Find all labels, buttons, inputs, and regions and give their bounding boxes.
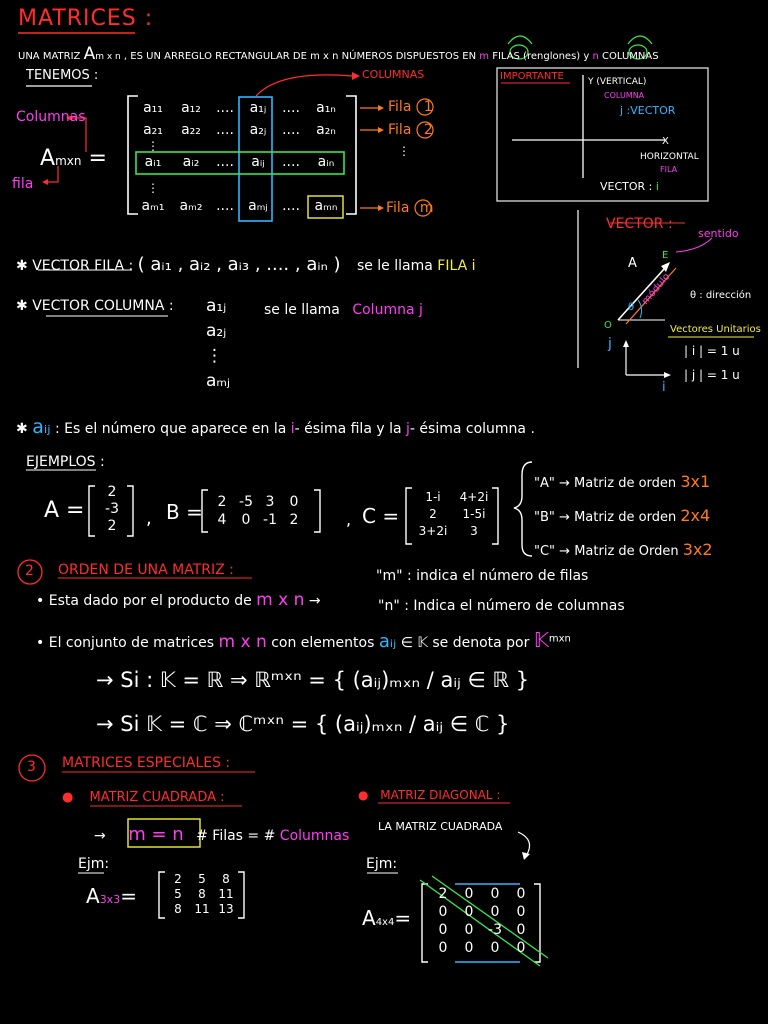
vector-columna-row [16, 298, 174, 314]
fila-num: 1 [423, 99, 433, 115]
intro-columnas: COLUMNAS [602, 51, 659, 62]
amxn-sub: mxn [55, 154, 82, 168]
intro-sym: A [83, 44, 96, 64]
vector-fila-text: se le llama [356, 258, 433, 274]
fila-word: Fila [388, 122, 412, 138]
matrix-cell: .... [282, 154, 300, 170]
orden-m-def: "m" : indica el número de filas [376, 568, 589, 584]
orden-b2-text-a: El conjunto de matrices [48, 635, 215, 651]
orden-line-C [96, 712, 509, 736]
orden-bullet-1 [36, 590, 321, 610]
col-item: ⋮ [206, 346, 223, 366]
fila-label-2 [388, 122, 433, 138]
vector-theta: θ [628, 302, 635, 313]
vector-unitarios: Vectores Unitarios [670, 324, 761, 335]
matrix-cell: a₁₂ [181, 100, 201, 116]
orden-b2-K: 𝕂 [533, 628, 549, 652]
matrix-cell: 1-5i [462, 507, 486, 521]
ejemplo-A-name: A = [44, 498, 85, 523]
order-value: 3x2 [682, 540, 713, 559]
vector-fila-expr: ( aᵢ₁ , aᵢ₂ , aᵢ₃ , .... , aᵢₙ ) [137, 254, 341, 275]
matrix-cell: a₂₂ [181, 122, 201, 138]
star-icon: ✱ [16, 258, 28, 274]
fila-num: m [419, 200, 434, 216]
vector-columna-desc [264, 302, 423, 318]
diagonal-text: LA MATRIZ CUADRADA [378, 820, 503, 833]
diagonal-title: MATRIZ DIAGONAL : [380, 788, 501, 802]
cuadrada-sub: 3x3 [99, 893, 121, 906]
matrix-cell: 0 [241, 512, 251, 528]
col-item: a₁ⱼ [206, 296, 227, 316]
matrix-cell: 0 [490, 886, 500, 902]
cuadrada-ejm: Ejm: [78, 856, 110, 872]
matrix-cell: .... [216, 122, 234, 138]
matrix-cell: 2 [174, 872, 182, 886]
ejemplo-B-name: B = [166, 500, 203, 524]
matrix-cell: 4+2i [459, 490, 489, 504]
intro-line [18, 44, 659, 64]
matrix-cell: 0 [464, 904, 474, 920]
orden-num: 2 [25, 563, 34, 579]
aij-text-a: : Es el número que aparece en la [55, 421, 287, 437]
matrix-cell: .... [216, 154, 234, 170]
order-name: "A" [534, 476, 555, 491]
aij-text-c: - ésima columna . [409, 421, 535, 437]
ejemplo-C-name: C = [362, 504, 400, 528]
importante-j: j :VECTOR [620, 104, 676, 117]
general-matrix [134, 100, 346, 138]
orden-line-C-text: Si 𝕂 = ℂ ⇒ ℂᵐˣⁿ = { (aᵢⱼ)ₘₓₙ / aᵢⱼ ∈ ℂ } [120, 712, 510, 736]
especiales-num: 3 [27, 759, 36, 775]
arrow-icon: → [94, 828, 106, 844]
order-name: "B" [534, 510, 555, 525]
cuadrada-matrix [166, 872, 238, 916]
vector-title: VECTOR : [606, 216, 673, 232]
vector-O: O [604, 320, 612, 331]
vector-columna-label: VECTOR COLUMNA : [32, 298, 174, 314]
ejemplo-C-matrix [412, 490, 494, 538]
importante-vector [600, 180, 659, 193]
diagonal-sub: 4x4 [375, 917, 395, 928]
diagonal-eq-sign: = [394, 906, 412, 930]
vector-i-mod: | i | = 1 u [684, 344, 740, 358]
matrix-cell: a₁ⱼ [249, 100, 267, 116]
fila-word: Fila [386, 200, 410, 216]
matrix-cell: a₂ₙ [316, 122, 336, 138]
matrix-cell: aₘ₂ [179, 198, 203, 214]
matrix-cell: 2 [438, 886, 448, 902]
matrix-cell: 4 [217, 512, 227, 528]
fila-word: Fila [388, 99, 412, 115]
matrix-cell: 2 [429, 507, 437, 521]
ejemplo-orders [534, 466, 713, 568]
matrix-cell: 0 [289, 494, 299, 510]
amxn-eq: = [88, 146, 107, 171]
svg-text:⋮: ⋮ [147, 181, 159, 195]
matrix-cell: -1 [263, 512, 277, 528]
matrix-cell: 0 [516, 922, 526, 938]
order-text: Matriz de orden [574, 510, 677, 525]
vector-fila-label: VECTOR FILA : [32, 258, 134, 274]
matrix-cell: 2 [107, 484, 117, 500]
matrix-cell: aₘⱼ [248, 198, 268, 214]
diagonal-sym: A [362, 906, 376, 930]
matrix-cell: a₁₁ [143, 100, 163, 116]
vector-j-mod: | j | = 1 u [684, 368, 740, 382]
intro-filas: FILAS (renglones) y [492, 51, 590, 62]
cuadrada-title: MATRIZ CUADRADA : [89, 790, 225, 805]
order-item: "B" → Matriz de orden 2x4 [534, 506, 711, 525]
aij-sym: aᵢⱼ [32, 416, 51, 438]
tenemos-label: TENEMOS : [26, 68, 99, 83]
cuadrada-eq-sign: = [120, 884, 137, 908]
ejemplo-comma: , [146, 508, 152, 529]
fila-left-label: fila [12, 176, 34, 192]
order-item: "A" → Matriz de orden 3x1 [534, 472, 711, 491]
bullet-dot: • [36, 635, 45, 651]
matrix-cell: aₘ₁ [141, 198, 165, 214]
arrow-icon: → [96, 668, 114, 692]
matrix-cell: aₘₙ [314, 198, 338, 214]
vector-i-axis: i [662, 380, 666, 395]
matrix-cell: aᵢₙ [317, 154, 335, 170]
matrix-cell: 2 [107, 518, 117, 534]
orden-b2-text-c: ∈ 𝕂 se denota por [400, 635, 530, 651]
vector-columna-text: se le llama [264, 302, 340, 318]
matrix-cell: 13 [218, 902, 234, 916]
bullet-dot: • [36, 593, 45, 609]
svg-text:⋮: ⋮ [147, 139, 159, 153]
cuadrada-hash: # Filas = # [196, 828, 276, 844]
intro-n: n [592, 51, 599, 62]
matrix-cell: 0 [464, 922, 474, 938]
matrix-cell: 8 [198, 887, 206, 901]
columnas-left-label: Columnas [16, 109, 86, 125]
matrix-cell: 0 [516, 904, 526, 920]
matrix-cell: .... [282, 122, 300, 138]
importante-title: IMPORTANTE [500, 71, 564, 82]
orden-b2-text-b: con elementos [271, 635, 375, 651]
matrix-cell: a₂₁ [143, 122, 163, 138]
svg-text:⋮: ⋮ [398, 144, 410, 158]
star-icon: ✱ [16, 298, 28, 314]
matrix-cell: .... [282, 198, 300, 214]
matrix-cell: 0 [438, 904, 448, 920]
intro-sub: m x n [95, 52, 121, 62]
matrix-cell: 11 [194, 902, 210, 916]
arrow-icon: → [308, 593, 321, 609]
page-title: MATRICES : [18, 6, 154, 31]
ejemplo-comma: , [346, 510, 352, 529]
importante-horizontal: HORIZONTAL [640, 152, 699, 162]
matrix-cell: aᵢⱼ [251, 154, 265, 170]
matrix-cell: .... [216, 198, 234, 214]
importante-x: X [662, 136, 669, 147]
orden-b1-mxn: m x n [256, 590, 305, 610]
orden-line-R-text: Si : 𝕂 = ℝ ⇒ ℝᵐˣⁿ = { (aᵢⱼ)ₘₓₙ / aᵢⱼ ∈ ℝ } [120, 668, 530, 692]
vector-modulo: módulo [640, 271, 673, 308]
intro-text-b: , ES UN ARREGLO RECTANGULAR DE m x n NÚMEROS DISPUESTOS EN [123, 51, 477, 62]
orden-n-def: "n" : Indica el número de columnas [378, 598, 625, 614]
intro-text-a: UNA MATRIZ [18, 51, 81, 62]
diagonal-ejm: Ejm: [366, 856, 398, 872]
order-item: "C" → Matriz de Orden 3x2 [534, 540, 713, 559]
diagonal-matrix-name [362, 906, 411, 930]
cuadrada-eq: m = n [128, 824, 184, 845]
matrix-cell: 2 [289, 512, 299, 528]
orden-line-R [96, 668, 529, 692]
matrix-cell: 0 [516, 940, 526, 956]
matrix-cell: aᵢ₂ [182, 154, 200, 170]
vector-fila-fila: FILA i [437, 258, 476, 274]
orden-b2-K-sup: mxn [548, 633, 571, 645]
ejemplos-title: EJEMPLOS : [26, 454, 105, 470]
matrix-cell: 0 [464, 940, 474, 956]
importante-columna: COLUMNA [604, 91, 645, 100]
importante-y: Y (VERTICAL) [588, 77, 647, 87]
fila-label-m [386, 200, 434, 216]
especiales-title: MATRICES ESPECIALES : [62, 755, 231, 771]
matrix-cell: 8 [222, 872, 230, 886]
orden-title: ORDEN DE UNA MATRIZ : [58, 562, 234, 578]
orden-b2-aij: aᵢⱼ [378, 631, 397, 652]
order-name: "C" [534, 544, 556, 559]
matrix-cell: 3+2i [418, 524, 448, 538]
amxn-label [40, 146, 107, 171]
vector-j-axis: j [608, 336, 612, 352]
matrix-cell: 0 [438, 940, 448, 956]
order-value: 3x1 [680, 472, 711, 491]
order-text: Matriz de orden [574, 476, 677, 491]
matrix-cell: 0 [490, 904, 500, 920]
aij-i: i [290, 421, 295, 437]
vector-columna-col: Columna j [352, 302, 423, 318]
orden-b2-mxn: m x n [218, 632, 267, 652]
aij-j: j [406, 421, 410, 437]
matrix-cell: .... [282, 100, 300, 116]
importante-fila: FILA [660, 165, 678, 174]
amxn-sym: A [40, 146, 56, 171]
aij-text-b: - ésima fila y la [294, 421, 402, 437]
matrix-cell: 2 [217, 494, 227, 510]
importante-i: i [655, 180, 659, 193]
general-matrix-row-i [134, 154, 346, 170]
matrix-cell: a₁ₙ [316, 100, 336, 116]
general-matrix-row-m [134, 198, 346, 214]
vector-sentido: sentido [698, 227, 739, 240]
matrix-cell: 0 [516, 886, 526, 902]
matrix-cell: 11 [218, 887, 234, 901]
vector-columna-items [206, 294, 230, 394]
importante-vector-text: VECTOR : [600, 180, 653, 193]
vector-A: A [628, 256, 637, 271]
intro-m: m [479, 51, 489, 62]
orden-b1-text: Esta dado por el producto de [48, 593, 252, 609]
col-item: a₂ⱼ [206, 321, 227, 341]
matrix-cell: .... [216, 100, 234, 116]
matrix-cell: 8 [174, 902, 182, 916]
col-item: aₘⱼ [206, 371, 230, 391]
cuadrada-cols: Columnas [279, 828, 350, 844]
diagonal-matrix [430, 886, 534, 956]
fila-label-1 [388, 99, 433, 115]
matrix-cell: -3 [105, 501, 119, 517]
diagonal-heading: ● MATRIZ DIAGONAL : [358, 788, 501, 802]
matrix-cell: 0 [438, 922, 448, 938]
matrix-cell: 1-i [425, 490, 441, 504]
cuadrada-def [94, 824, 349, 845]
matrix-cell: 3 [470, 524, 478, 538]
aij-definition [16, 416, 535, 438]
orden-bullet-2 [36, 628, 571, 652]
star-icon: ✱ [16, 421, 28, 437]
matrix-cell: a₂ⱼ [249, 122, 267, 138]
matrix-cell: 5 [174, 887, 182, 901]
ejemplo-B-matrix [210, 494, 306, 528]
fila-num: 2 [423, 122, 433, 138]
vector-direccion: θ : dirección [690, 290, 752, 301]
cuadrada-sym: A [86, 884, 100, 908]
cuadrada-matrix-name [86, 884, 137, 908]
matrix-cell: -5 [239, 494, 253, 510]
ejemplo-A-matrix [98, 484, 126, 535]
matrix-cell: 5 [198, 872, 206, 886]
columnas-top-label: COLUMNAS [362, 68, 425, 81]
matrix-cell: aᵢ₁ [144, 154, 162, 170]
vector-E: E [662, 250, 669, 261]
order-value: 2x4 [680, 506, 711, 525]
order-text: Matriz de Orden [574, 544, 679, 559]
vector-fila-row [16, 254, 476, 275]
cuadrada-heading: ● MATRIZ CUADRADA : [62, 790, 225, 805]
matrix-cell: -3 [488, 922, 502, 938]
matrix-cell: 0 [490, 940, 500, 956]
matrix-cell: 3 [265, 494, 275, 510]
matrix-cell: 0 [464, 886, 474, 902]
arrow-icon: → [96, 712, 114, 736]
